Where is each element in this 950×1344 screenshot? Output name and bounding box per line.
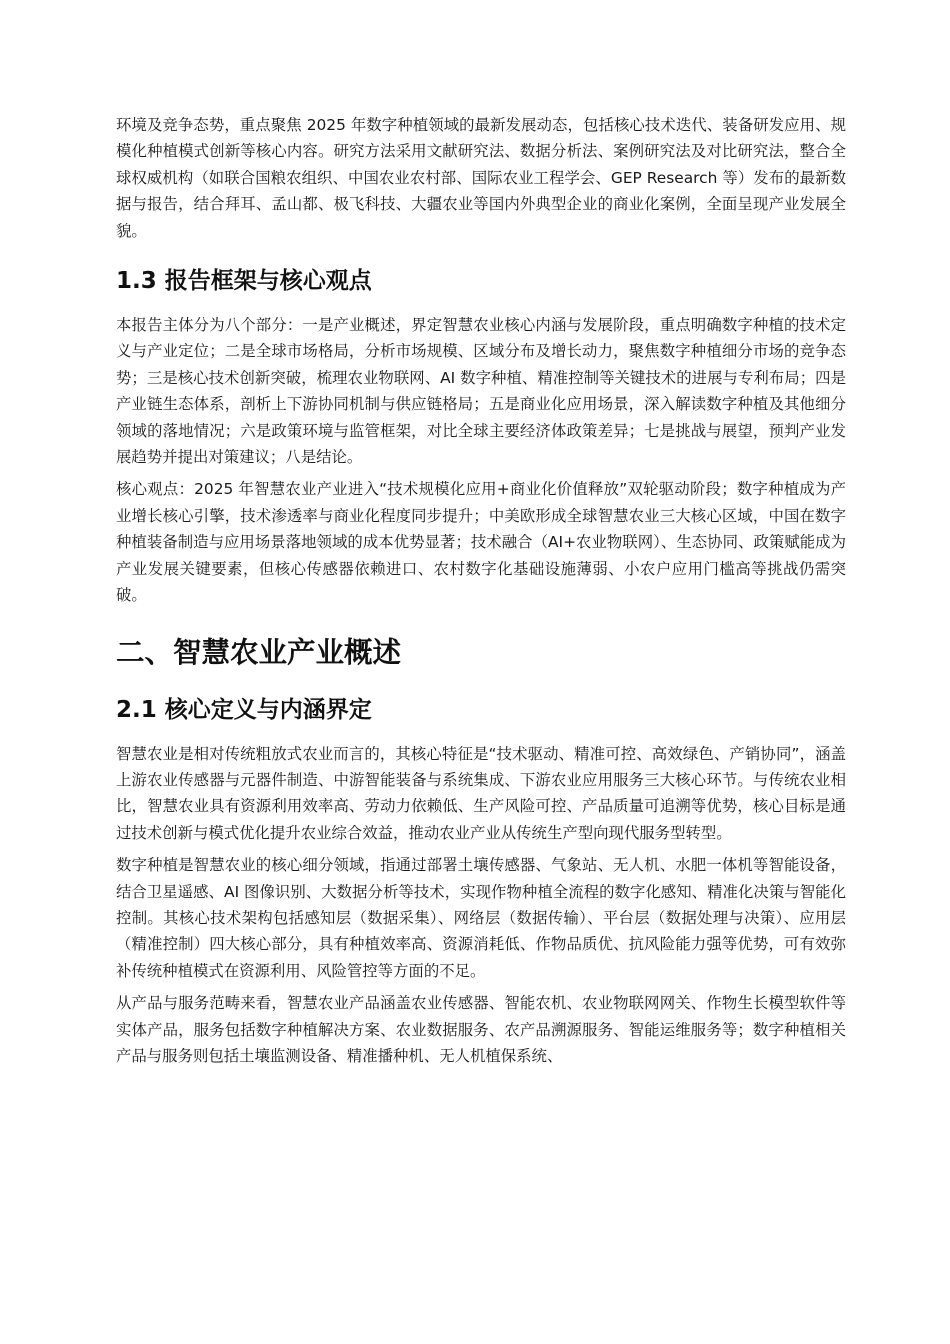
section-2-1-paragraph-1: 智慧农业是相对传统粗放式农业而言的，其核心特征是“技术驱动、精准可控、高效绿色、产销协同”，涵盖上游农业传感器与元器件制造、中游智能装备与系统集成、下游农业应用服务三大核心环节。与传统农业相比，智慧农业具有资源利用效率高、劳动力依赖低、生产风险可控、产品质量可追溯等优势，核心目标是通过技术创新与模式优化提升农业综合效益，推动农业产业从传统生产型向现代服务型转型。 [116, 744, 846, 842]
chapter-2-heading: 二、智慧农业产业概述 [116, 635, 402, 669]
section-2-1-heading: 2.1 核心定义与内涵界定 [116, 696, 372, 723]
section-1-3-paragraph-2: 核心观点：2025 年智慧农业产业进入“技术规模化应用+商业化价值释放”双轮驱动阶段；数字种植成为产业增长核心引擎，技术渗透率与商业化程度同步提升；中美欧形成全球智慧农业三大核心区域，中国在数字种植装备制造与应用场景落地领域的成本优势显著；技术融合（AI+农业物联网）、生态协同、政策赋能成为产业发展关键要素，但核心传感器依赖进口、农村数字化基础设施薄弱、小农户应用门槛高等挑战仍需突破。 [116, 480, 846, 605]
section-2-1-paragraph-2: 数字种植是智慧农业的核心细分领域，指通过部署土壤传感器、气象站、无人机、水肥一体机等智能设备，结合卫星遥感、AI 图像识别、大数据分析等技术，实现作物种植全流程的数字化感知、精准化决策与智能化控制。其核心技术架构包括感知层（数据采集）、网络层（数据传输）、平台层（数据处理与决策）、应用层（精准控制）四大核心部分，具有种植效率高、资源消耗低、作物品质优、抗风险能力强等优势，可有效弥补传统种植模式在资源利用、风险管控等方面的不足。 [116, 856, 846, 980]
section-1-3-heading: 1.3 报告框架与核心观点 [116, 268, 372, 295]
section-2-1-paragraph-3: 从产品与服务范畴来看，智慧农业产品涵盖农业传感器、智能农机、农业物联网网关、作物生长模型软件等实体产品，服务包括数字种植解决方案、农业数据服务、农产品溯源服务、智能运维服务等；数字种植相关产品与服务则包括土壤监测设备、精准播种机、无人机植保系统、 [116, 994, 846, 1065]
intro-paragraph: 环境及竞争态势，重点聚焦 2025 年数字种植领域的最新发展动态，包括核心技术迭代、装备研发应用、规模化种植模式创新等核心内容。研究方法采用文献研究法、数据分析法、案例研究法及对比研究法，整合全球权威机构（如联合国粮农组织、中国农业农村部、国际农业工程学会、GEP Research 等）发布的最新数据与报告，结合拜耳、孟山都、极飞科技、大疆农业等国内外典型企业的商业化案例，全面呈现产业发展全貌。 [116, 116, 846, 240]
document-page [116, 112, 846, 1075]
section-1-3-paragraph-1: 本报告主体分为八个部分：一是产业概述，界定智慧农业核心内涵与发展阶段，重点明确数字种植的技术定义与产业定位；二是全球市场格局，分析市场规模、区域分布及增长动力，聚焦数字种植细分市场的竞争态势；三是核心技术创新突破，梳理农业物联网、AI 数字种植、精准控制等关键技术的进展与专利布局；四是产业链生态体系，剖析上下游协同机制与供应链格局；五是商业化应用场景，深入解读数字种植及其他细分领域的落地情况；六是政策环境与监管框架，对比全球主要经济体政策差异；七是挑战与展望，预判产业发展趋势并提出对策建议；八是结论。 [116, 316, 846, 467]
